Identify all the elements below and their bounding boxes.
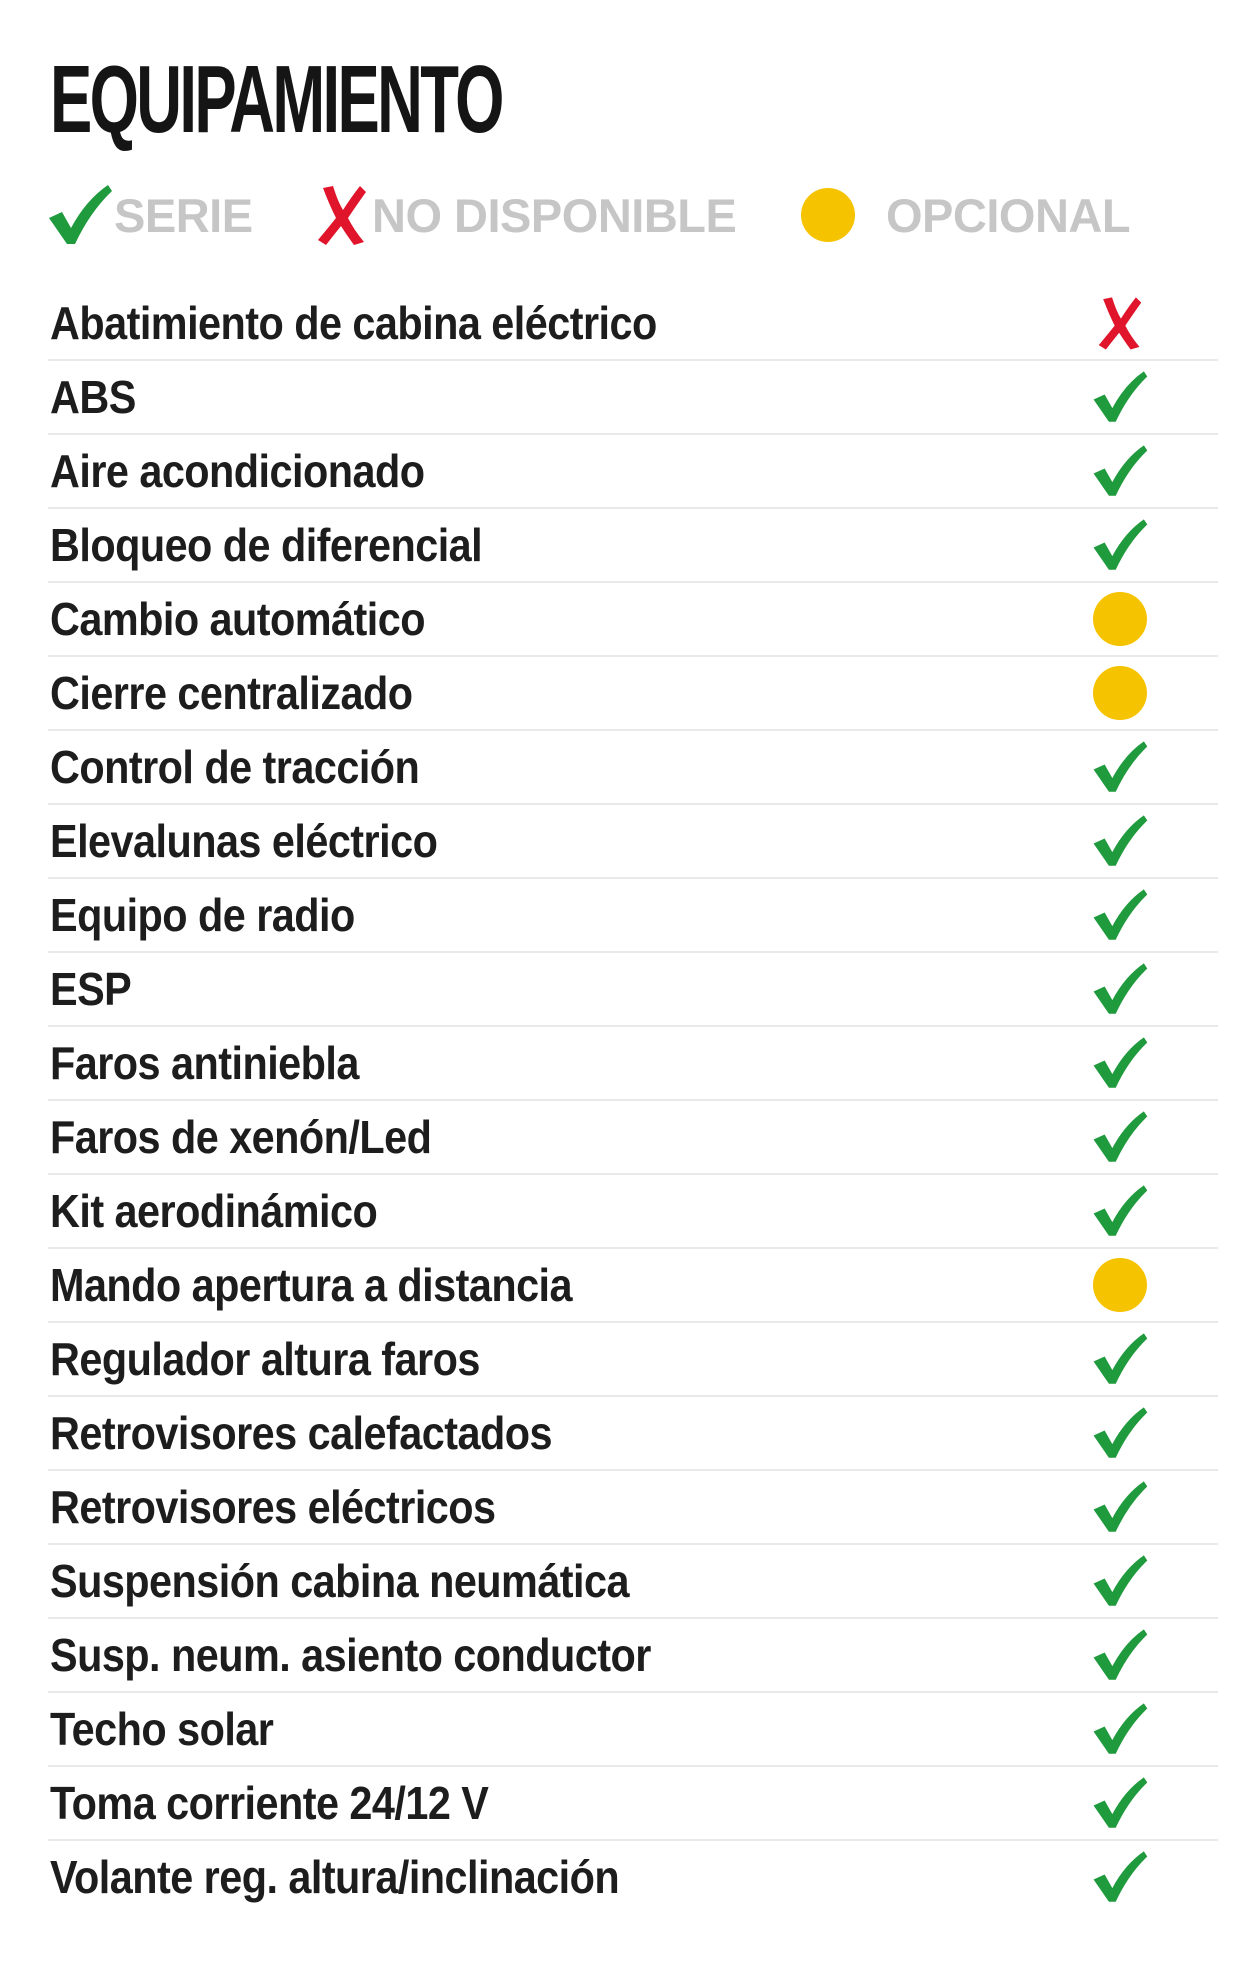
item-label: ABS	[50, 371, 136, 423]
list-item	[48, 1249, 1218, 1323]
dot-icon	[1078, 1253, 1162, 1317]
check-icon	[1078, 1327, 1162, 1391]
list-item	[48, 509, 1218, 583]
legend-label-opcional: OPCIONAL	[886, 188, 1131, 242]
list-item	[48, 731, 1218, 805]
list-item	[48, 435, 1218, 509]
item-label: Susp. neum. asiento conductor	[50, 1629, 651, 1681]
item-label: Cierre centralizado	[50, 667, 413, 719]
check-icon	[1078, 1031, 1162, 1095]
list-item	[48, 1767, 1218, 1841]
item-label: Techo solar	[50, 1703, 274, 1755]
list-item	[48, 1693, 1218, 1767]
page-title: EQUIPAMIENTO	[50, 46, 502, 153]
item-label: Regulador altura faros	[50, 1333, 480, 1385]
cross-icon	[316, 184, 368, 246]
list-item	[48, 1841, 1218, 1915]
check-icon	[1078, 957, 1162, 1021]
list-item	[48, 361, 1218, 435]
item-label: Suspensión cabina neumática	[50, 1555, 629, 1607]
check-icon	[1078, 1845, 1162, 1909]
list-item	[48, 1471, 1218, 1545]
item-label: Faros de xenón/Led	[50, 1111, 432, 1163]
cross-icon	[1078, 291, 1162, 355]
list-item	[48, 657, 1218, 731]
item-label: Aire acondicionado	[50, 445, 425, 497]
item-label: Kit aerodinámico	[50, 1185, 378, 1237]
item-label: Elevalunas eléctrico	[50, 815, 438, 867]
list-item	[48, 805, 1218, 879]
check-icon	[1078, 1105, 1162, 1169]
legend-item-opcional	[800, 180, 1130, 250]
item-label: Cambio automático	[50, 593, 425, 645]
list-item	[48, 1545, 1218, 1619]
list-item	[48, 583, 1218, 657]
item-label: Mando apertura a distancia	[50, 1259, 572, 1311]
check-icon	[1078, 735, 1162, 799]
list-item	[48, 1027, 1218, 1101]
check-icon	[1078, 883, 1162, 947]
legend-label-serie: SERIE	[114, 188, 253, 242]
equipment-list	[48, 287, 1218, 1915]
item-label: Volante reg. altura/inclinación	[50, 1851, 620, 1903]
check-icon	[1078, 1549, 1162, 1613]
item-label: Faros antiniebla	[50, 1037, 359, 1089]
check-icon	[1078, 1179, 1162, 1243]
check-icon	[1078, 439, 1162, 503]
dot-icon	[1078, 661, 1162, 725]
list-item	[48, 1619, 1218, 1693]
check-icon	[1078, 1401, 1162, 1465]
dot-icon	[800, 187, 856, 243]
legend-label-no-disponible: NO DISPONIBLE	[372, 188, 737, 242]
check-icon	[1078, 1771, 1162, 1835]
item-label: Equipo de radio	[50, 889, 355, 941]
check-icon	[1078, 1697, 1162, 1761]
list-item	[48, 1175, 1218, 1249]
check-icon	[1078, 1623, 1162, 1687]
check-icon	[1078, 513, 1162, 577]
item-label: Retrovisores calefactados	[50, 1407, 552, 1459]
list-item	[48, 287, 1218, 361]
item-label: Abatimiento de cabina eléctrico	[50, 297, 657, 349]
check-icon	[46, 182, 114, 248]
list-item	[48, 1323, 1218, 1397]
list-item	[48, 953, 1218, 1027]
list-item	[48, 1397, 1218, 1471]
dot-icon	[1078, 587, 1162, 651]
item-label: ESP	[50, 963, 132, 1015]
check-icon	[1078, 809, 1162, 873]
legend	[46, 180, 1196, 250]
legend-item-serie	[46, 180, 253, 250]
list-item	[48, 879, 1218, 953]
list-item	[48, 1101, 1218, 1175]
check-icon	[1078, 365, 1162, 429]
check-icon	[1078, 1475, 1162, 1539]
item-label: Toma corriente 24/12 V	[50, 1777, 489, 1829]
item-label: Retrovisores eléctricos	[50, 1481, 496, 1533]
legend-item-no-disponible	[316, 180, 736, 250]
item-label: Bloqueo de diferencial	[50, 519, 483, 571]
item-label: Control de tracción	[50, 741, 420, 793]
